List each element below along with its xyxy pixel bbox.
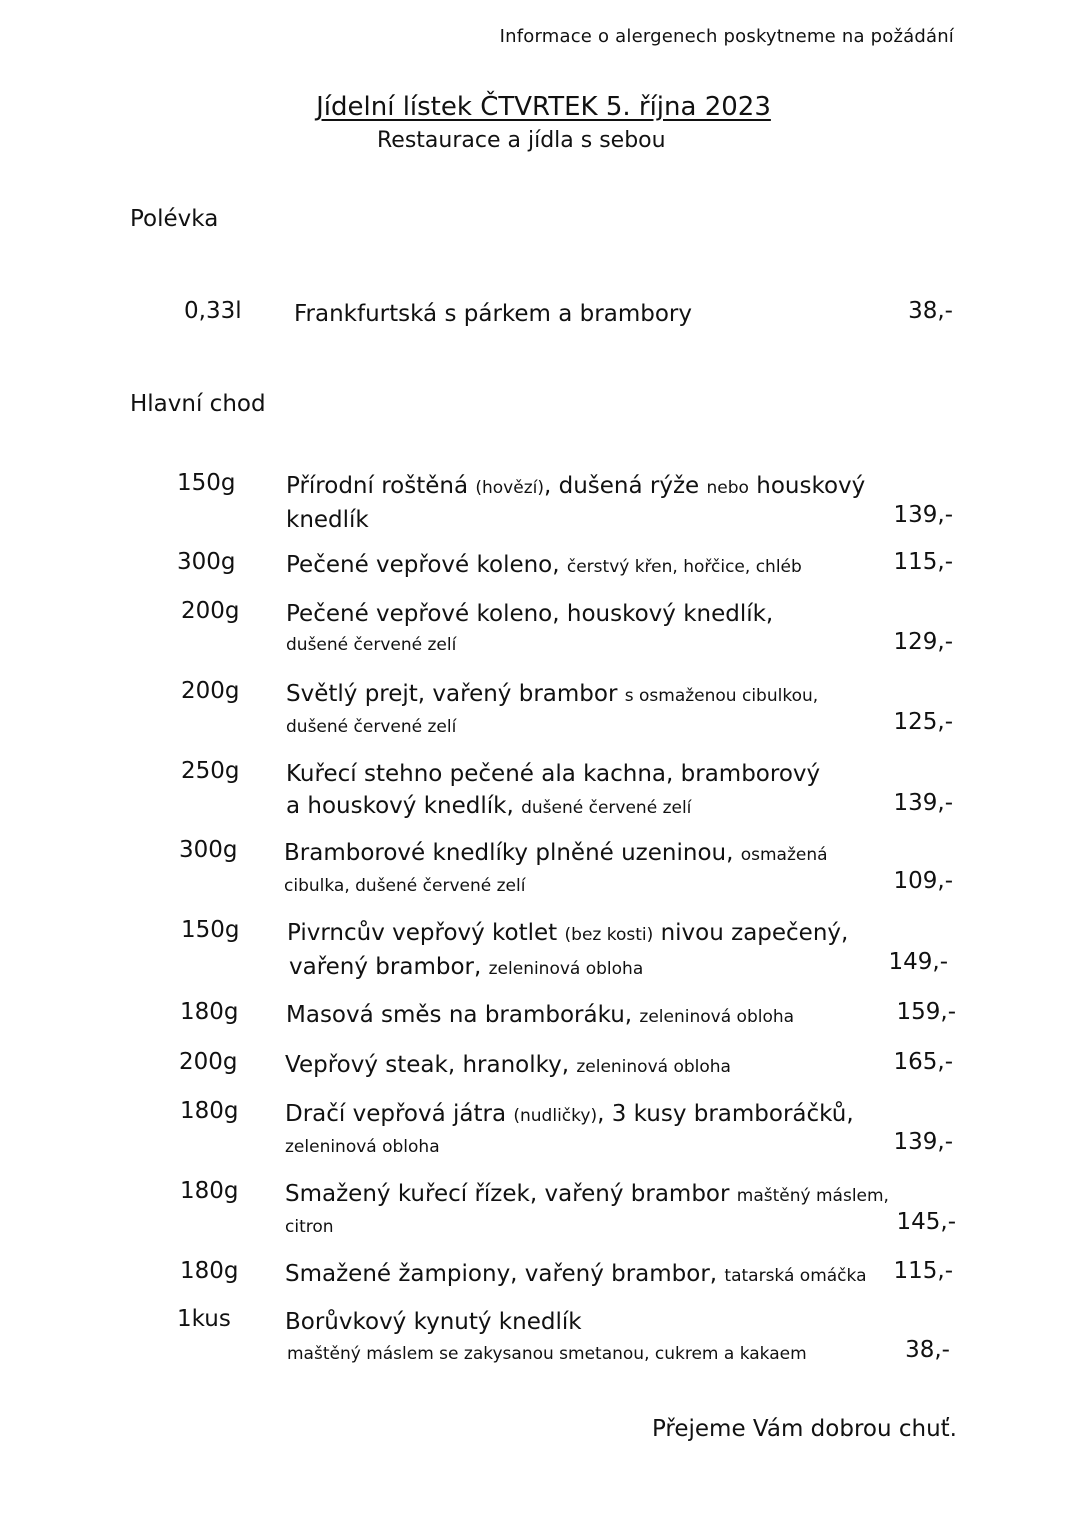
item-note: cibulka, dušené červené zelí [284, 876, 526, 896]
item-description [285, 1098, 885, 1162]
item-line [285, 1338, 885, 1370]
item-quantity: 200g [181, 678, 240, 704]
item-name: Dračí vepřová játra [285, 1101, 514, 1127]
item-line [285, 1306, 885, 1338]
item-line [286, 630, 886, 660]
item-line [286, 999, 886, 1033]
item-description [285, 1049, 885, 1083]
item-line [285, 1178, 905, 1212]
item-note: osmažená [740, 845, 828, 865]
item-price: 139,- [893, 1129, 953, 1155]
item-note: zeleninová obloha [576, 1057, 731, 1077]
item-note: čerstvý křen, hořčice, chléb [566, 557, 802, 577]
item-name-part: nivou zapečený, [653, 920, 849, 946]
section-heading-main: Hlavní chod [130, 391, 266, 417]
item-name: Pečené vepřové koleno, houskový knedlík, [286, 601, 774, 627]
item-line [287, 951, 887, 985]
item-quantity: 180g [180, 1098, 239, 1124]
item-name: Borůvkový kynutý knedlík [285, 1309, 582, 1335]
page-subtitle: Restaurace a jídla s sebou [377, 128, 666, 153]
item-price: 139,- [893, 790, 953, 816]
item-price: 145,- [896, 1209, 956, 1235]
item-quantity: 300g [179, 837, 238, 863]
item-note: zeleninová obloha [285, 1137, 440, 1157]
item-description [286, 999, 886, 1033]
item-name: Světlý prejt, vařený brambor [286, 681, 625, 707]
item-price: 115,- [893, 549, 953, 575]
item-note: dušené červené zelí [521, 798, 692, 818]
item-line [285, 1258, 905, 1292]
item-note: (hovězí) [475, 478, 544, 498]
item-line [286, 712, 886, 742]
item-line [286, 790, 886, 824]
item-note: citron [285, 1217, 334, 1237]
allergen-note: Informace o alergenech poskytneme na požádání [499, 26, 954, 47]
item-line [286, 758, 886, 790]
item-price: 129,- [893, 629, 953, 655]
item-note: maštěný máslem se zakysanou smetanou, cukrem a kakaem [287, 1344, 807, 1364]
item-line [284, 837, 884, 871]
item-quantity: 150g [181, 917, 240, 943]
item-description [287, 917, 887, 985]
item-description [285, 1178, 905, 1242]
item-description [286, 598, 886, 660]
item-line [286, 598, 886, 630]
item-note: zeleninová obloha [488, 959, 644, 979]
item-price: 159,- [896, 999, 956, 1025]
item-description [286, 470, 886, 536]
item-note: zeleninová obloha [639, 1007, 795, 1027]
item-note: (nudličky) [513, 1106, 598, 1126]
item-line [285, 1098, 885, 1132]
item-note: maštěný máslem, [736, 1186, 889, 1206]
page-title [0, 92, 1087, 122]
item-line [287, 917, 887, 951]
item-name: Přírodní roštěná [286, 473, 476, 499]
item-price: 38,- [908, 298, 953, 324]
item-quantity: 0,33l [184, 298, 242, 324]
item-name: Frankfurtská s párkem a brambory [294, 301, 692, 327]
item-price: 125,- [893, 709, 953, 735]
item-line [285, 1212, 905, 1242]
item-price: 139,- [893, 502, 953, 528]
item-line [284, 871, 884, 901]
item-note: (bez kosti) [564, 925, 654, 945]
item-line [286, 504, 886, 536]
item-note: nebo [706, 478, 749, 498]
item-price: 109,- [893, 868, 953, 894]
item-name: Masová směs na bramboráku, [286, 1002, 640, 1028]
item-price: 38,- [905, 1337, 950, 1363]
item-line [285, 1132, 885, 1162]
item-quantity: 180g [180, 999, 239, 1025]
item-description [286, 549, 886, 583]
item-description [285, 1258, 905, 1292]
item-name-part: , 3 kusy bramboráčků, [597, 1101, 854, 1127]
item-name-part: knedlík [286, 507, 369, 533]
item-note: dušené červené zelí [286, 635, 457, 655]
item-price: 149,- [888, 949, 948, 975]
item-quantity: 1kus [177, 1306, 231, 1332]
item-description [284, 837, 884, 901]
item-line [286, 470, 886, 504]
item-quantity: 150g [177, 470, 236, 496]
item-line [286, 678, 886, 712]
item-quantity: 200g [181, 598, 240, 624]
item-description [285, 1306, 885, 1370]
item-line [285, 1049, 885, 1083]
item-name: Kuřecí stehno pečené ala kachna, bramborový [286, 761, 821, 787]
item-quantity: 300g [177, 549, 236, 575]
closing-greeting: Přejeme Vám dobrou chuť. [651, 1416, 957, 1442]
item-quantity: 180g [180, 1258, 239, 1284]
item-name-part: houskový [748, 473, 866, 499]
item-line [286, 549, 886, 583]
item-price: 165,- [893, 1049, 953, 1075]
section-heading-soup: Polévka [130, 206, 219, 232]
item-name-part: vařený brambor, [289, 954, 489, 980]
item-name: Bramborové knedlíky plněné uzeninou, [284, 840, 741, 866]
page-title-text: Jídelní lístek ČTVRTEK 5. října 2023 [316, 92, 771, 122]
item-name-part: a houskový knedlík, [286, 793, 522, 819]
item-note: s osmaženou cibulkou, [624, 686, 819, 706]
item-note: dušené červené zelí [286, 717, 457, 737]
item-name-part: , dušená rýže [543, 473, 707, 499]
item-name: Smažené žampiony, vařený brambor, [285, 1261, 725, 1287]
item-name: Pečené vepřové koleno, [286, 552, 567, 578]
item-name: Smažený kuřecí řízek, vařený brambor [285, 1181, 737, 1207]
item-price: 115,- [893, 1258, 953, 1284]
item-description [286, 758, 886, 824]
item-description [286, 678, 886, 742]
item-name: Pivrncův vepřový kotlet [287, 920, 565, 946]
item-note: tatarská omáčka [724, 1266, 867, 1286]
item-quantity: 200g [179, 1049, 238, 1075]
item-quantity: 250g [181, 758, 240, 784]
item-quantity: 180g [180, 1178, 239, 1204]
item-name: Vepřový steak, hranolky, [285, 1052, 577, 1078]
